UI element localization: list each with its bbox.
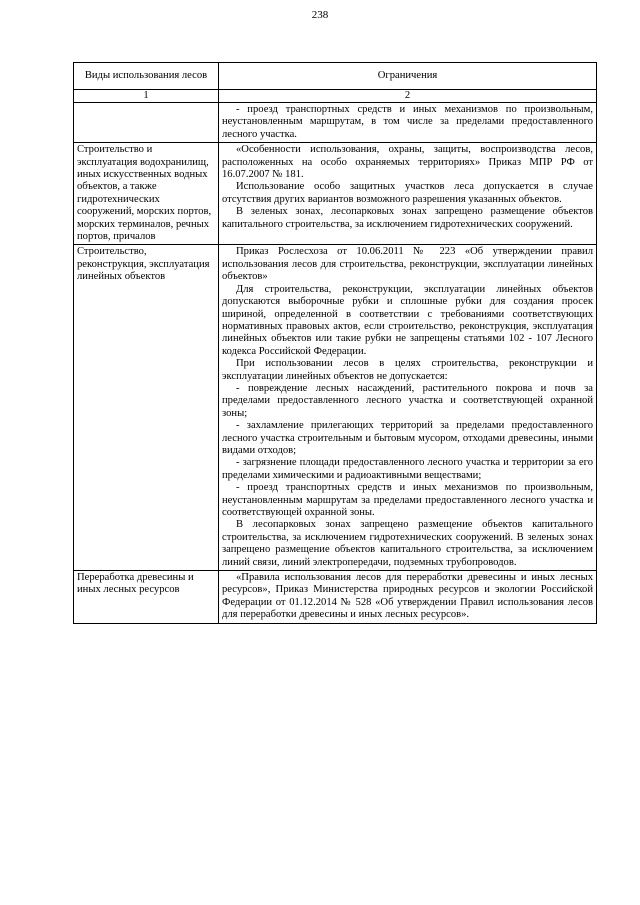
forest-use-cell: Строительство и эксплуатация водохранилищ, иных искусственных водных объектов, а также гидротехнических сооружений, морских портов, морских терминалов, речных портов, причалов xyxy=(74,143,219,245)
restrictions-cell xyxy=(219,143,597,245)
column-number-1: 1 xyxy=(74,90,219,103)
restriction-paragraph: В зеленых зонах, лесопарковых зонах запрещено размещение объектов капитального строительства, за исключением гидротехнических сооружений. xyxy=(222,206,593,230)
page-number: 238 xyxy=(311,9,329,21)
restrictions-cell xyxy=(219,245,597,571)
table-row xyxy=(74,103,597,143)
restriction-paragraph: Использование особо защитных участков леса допускается в случае отсутствия других вариантов возможного разрешения указанных объектов. xyxy=(222,181,593,205)
restriction-paragraph: - повреждение лесных насаждений, растительного покрова и почв за пределами предоставленного лесного участка и соответствующей охранной зоны; xyxy=(222,382,593,419)
table-row xyxy=(74,245,597,571)
restrictions-cell xyxy=(219,103,597,143)
restrictions-table xyxy=(73,62,597,624)
table-header-row xyxy=(74,63,597,90)
header-forest-use: Виды использования лесов xyxy=(74,63,219,90)
forest-use-cell: Переработка древесины и иных лесных ресурсов xyxy=(74,571,219,624)
restriction-paragraph: «Особенности использования, охраны, защиты, воспроизводства лесов, расположенных на особо охраняемых территориях» Приказ МПР РФ от 16.07.2007 № 181. xyxy=(222,144,593,181)
restriction-paragraph: В лесопарковых зонах запрещено размещение объектов капитального строительства, за исключением гидротехнических сооружений. В зеленых зонах запрещено размещение объектов капитального строительства, за исключением линий связи, линий электропередачи, подземных трубопроводов. xyxy=(222,519,593,568)
restriction-paragraph: Для строительства, реконструкции, эксплуатации линейных объектов допускаются выборочные рубки и сплошные рубки для создания просек шириной, определенной в соответствии с требованиями соответствующих нормативных правовых актов, если строительство, реконструкция, эксплуатация линейных объектов или такие рубки не запрещены статьями 102 - 107 Лесного кодекса Российской Федерации. xyxy=(222,283,593,357)
forest-use-cell: Строительство, реконструкция, эксплуатация линейных объектов xyxy=(74,245,219,571)
column-number-2: 2 xyxy=(219,90,597,103)
forest-use-cell xyxy=(74,103,219,143)
table-row xyxy=(74,571,597,624)
restriction-paragraph: При использовании лесов в целях строительства, реконструкции и эксплуатации линейных объектов не допускается: xyxy=(222,358,593,382)
restrictions-cell xyxy=(219,571,597,624)
table-column-number-row xyxy=(74,90,597,103)
restriction-paragraph: Приказ Рослесхоза от 10.06.2011 № 223 «Об утверждении правил использования лесов для строительства, реконструкции, эксплуатации линейных объектов» xyxy=(222,246,593,283)
restriction-paragraph: «Правила использования лесов для переработки древесины и иных лесных ресурсов», Приказ Министерства природных ресурсов и экологии Российской Федерации от 01.12.2014 № 528 «Об утверждении Правил использования лесов для переработки древесины и иных лесных ресурсов». xyxy=(222,572,593,621)
restriction-paragraph: - загрязнение площади предоставленного лесного участка и территории за его пределами химическими и радиоактивными веществами; xyxy=(222,457,593,481)
table-row xyxy=(74,143,597,245)
restriction-paragraph: - захламление прилегающих территорий за пределами предоставленного лесного участка строительным и бытовым мусором, отходами древесины, иными видами отходов; xyxy=(222,420,593,456)
restriction-paragraph: - проезд транспортных средств и иных механизмов по произвольным, неустановленным маршрутам за пределами предоставленного лесного участка и соответствующей охранной зоны. xyxy=(222,482,593,518)
header-restrictions: Ограничения xyxy=(219,63,597,90)
restriction-paragraph: - проезд транспортных средств и иных механизмов по произвольным, неустановленным маршрутам, в том числе за пределами предоставленного лесного участка. xyxy=(222,104,593,140)
